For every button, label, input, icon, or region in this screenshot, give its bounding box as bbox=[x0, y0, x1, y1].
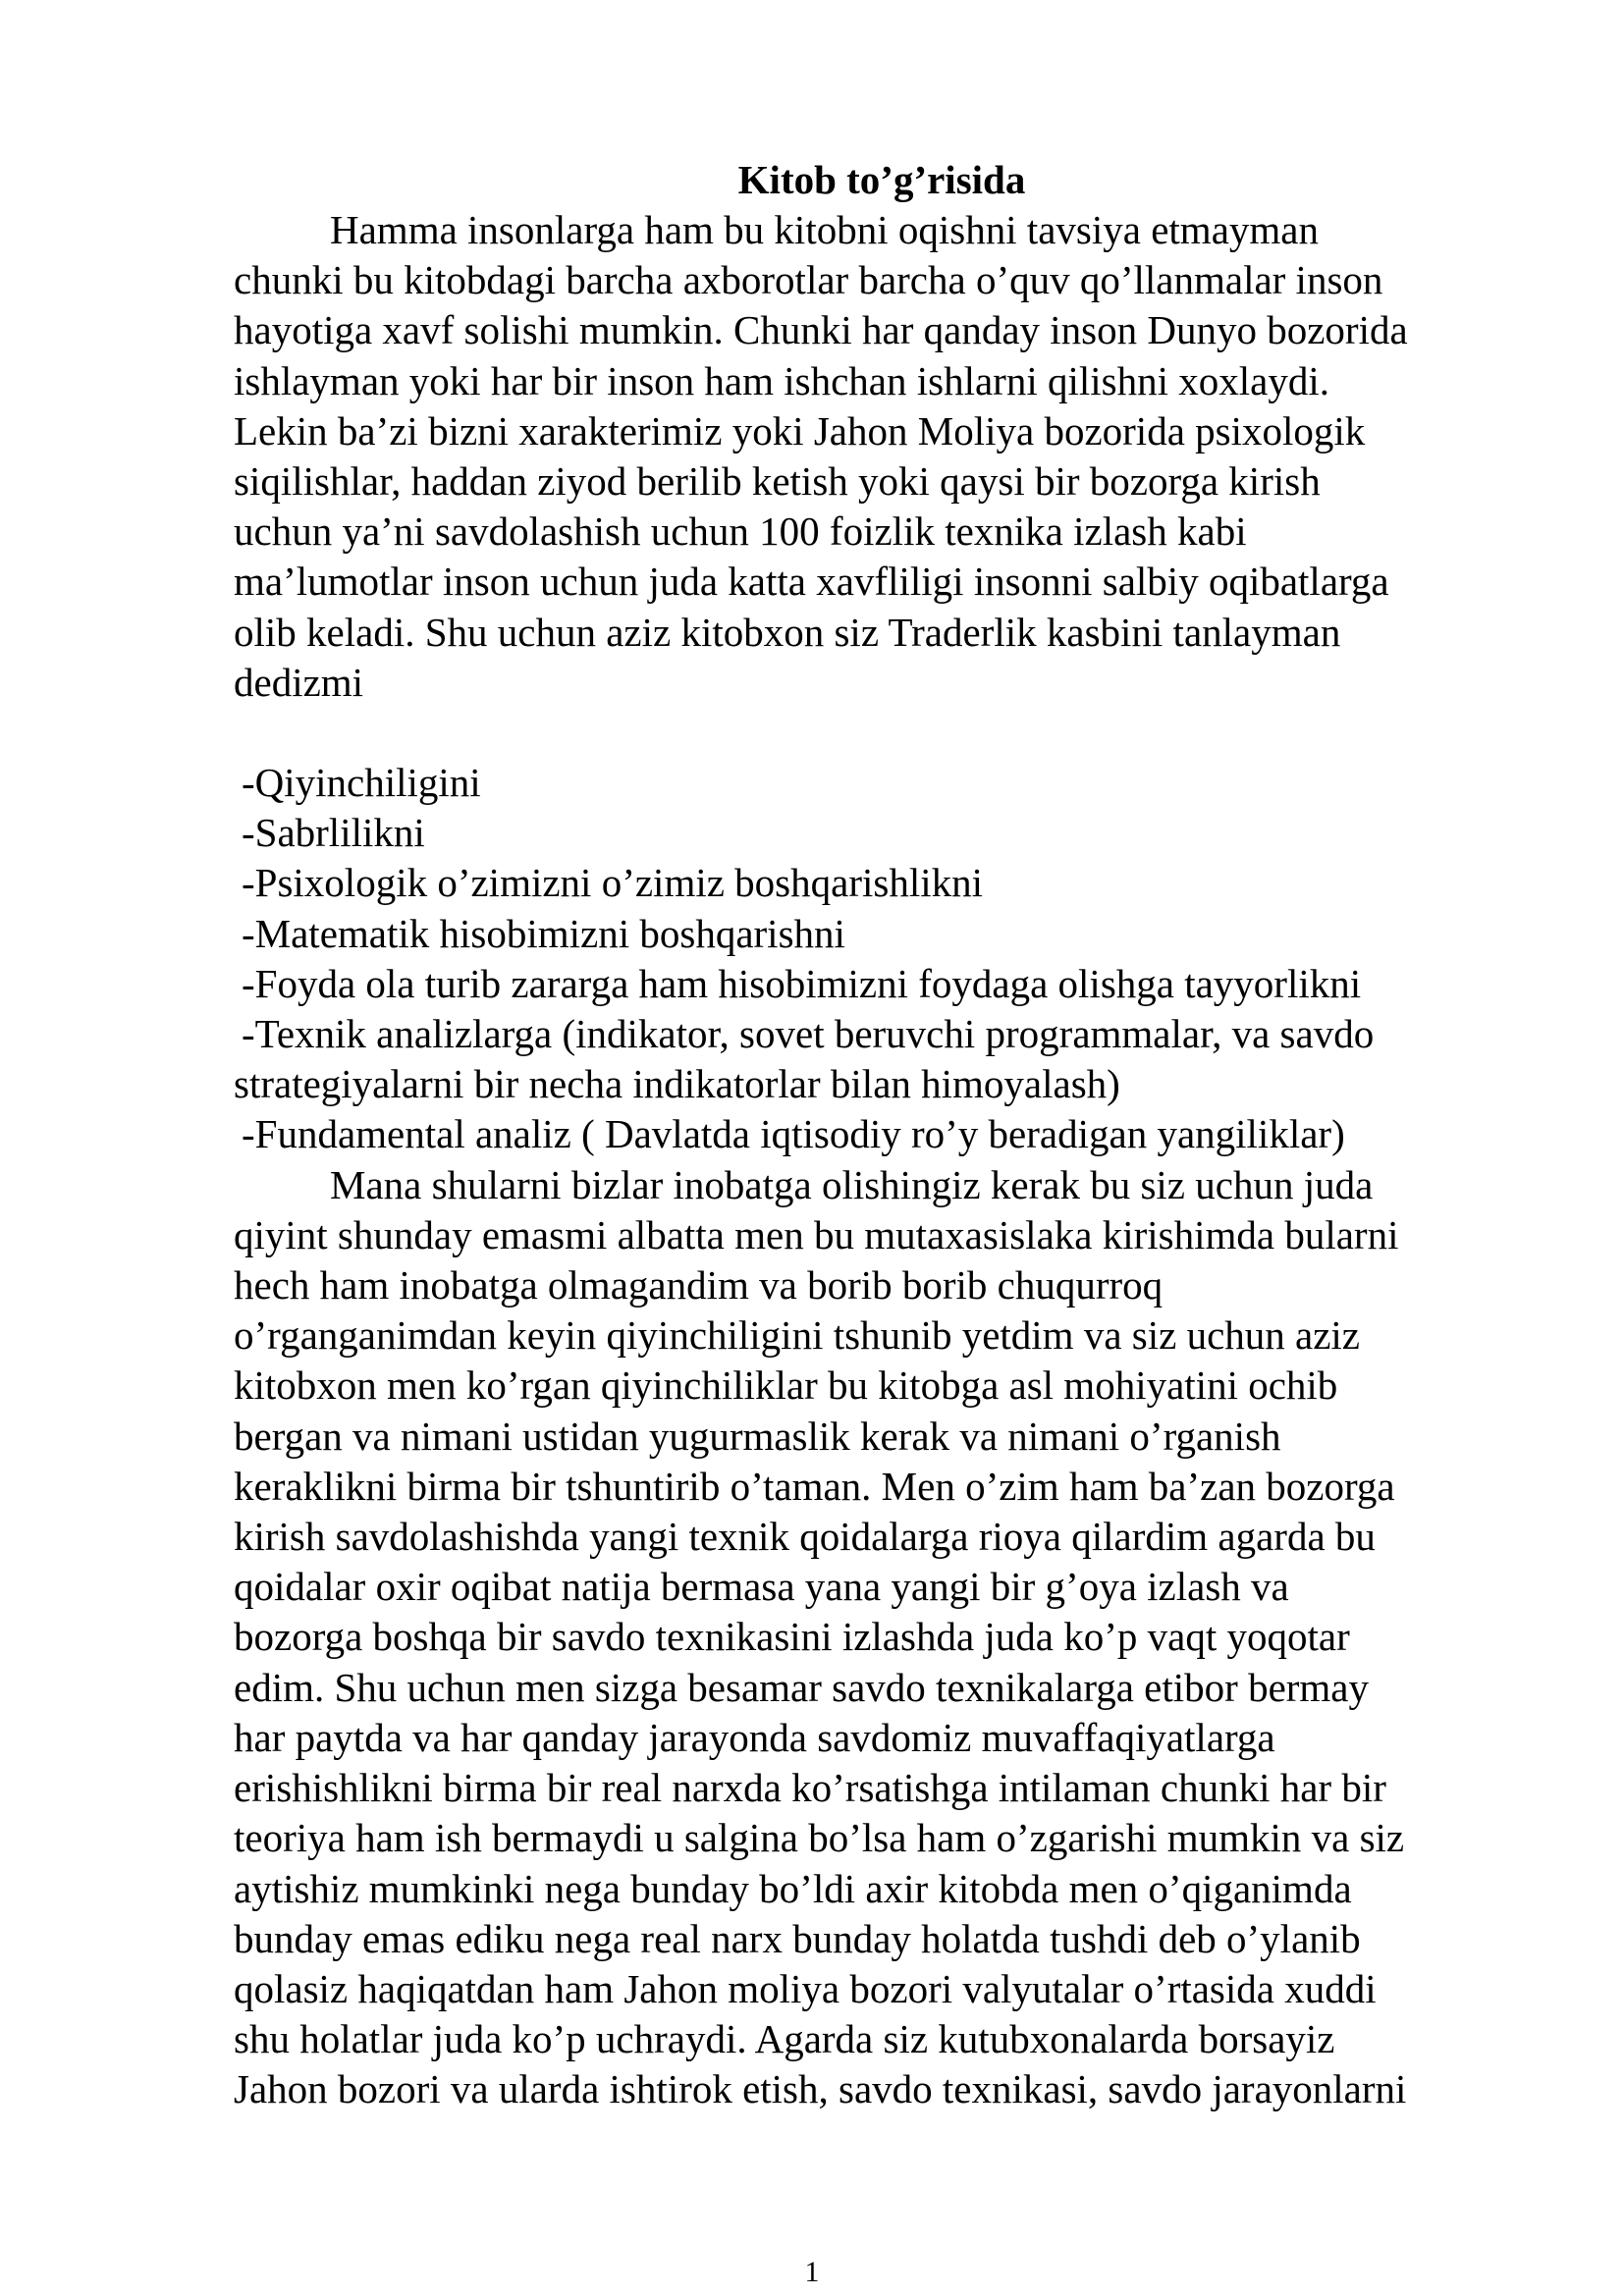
paragraph-gap bbox=[234, 708, 1510, 758]
intro-line: dedizmi bbox=[234, 659, 364, 705]
intro-line: ishlayman yoki har bir inson ham ishchan ishlarni qilishni xoxlaydi. bbox=[234, 357, 1329, 403]
body-line: bunday emas ediku nega real narx bunday holatda tushdi deb o’ylanib bbox=[234, 1915, 1361, 1961]
intro-line: hayotiga xavf solishi mumkin. Chunki har qanday inson Dunyo bozorida bbox=[234, 307, 1408, 353]
body-line: erishishlikni birma bir real narxda ko’rsatishga intilaman chunki har bir bbox=[234, 1765, 1386, 1811]
body-line: qiyint shunday emasmi albatta men bu mutaxasislaka kirishimda bularni bbox=[234, 1211, 1399, 1257]
body-line: kirish savdolashishda yangi texnik qoidalarga rioya qilardim agarda bu bbox=[234, 1514, 1376, 1560]
intro-line: chunki bu kitobdagi barcha axborotlar barcha o’quv qo’llanmalar inson bbox=[234, 257, 1383, 303]
list-item: -Matematik hisobimizni boshqarishni bbox=[242, 910, 845, 956]
list-item-continuation: strategiyalarni bir necha indikatorlar bilan himoyalash) bbox=[234, 1061, 1120, 1107]
requirements-list bbox=[234, 758, 1510, 1160]
intro-line: ma’lumotlar inson uchun juda katta xavfliligi insonni salbiy oqibatlarga bbox=[234, 559, 1389, 605]
body-line: bergan va nimani ustidan yugurmaslik kerak va nimani o’rganish bbox=[234, 1413, 1281, 1459]
page-title: Kitob to’g’risida bbox=[737, 157, 1026, 202]
body-line: shu holatlar juda ko’p uchraydi. Agarda siz kutubxonalarda borsayiz bbox=[234, 2016, 1335, 2062]
list-item: -Foyda ola turib zararga ham hisobimizni foydaga olishga tayyorlikni bbox=[242, 960, 1362, 1006]
list-item: -Fundamental analiz ( Davlatda iqtisodiy ro’y beradigan yangiliklar) bbox=[242, 1111, 1345, 1157]
body-line: edim. Shu uchun men sizga besamar savdo texnikalarga etibor bermay bbox=[234, 1664, 1370, 1710]
intro-line: olib keladi. Shu uchun aziz kitobxon siz Traderlik kasbini tanlayman bbox=[234, 609, 1341, 655]
body-line: teoriya ham ish bermaydi u salgina bo’lsa ham o’zgarishi mumkin va siz bbox=[234, 1815, 1405, 1861]
body-line: qolasiz haqiqatdan ham Jahon moliya bozori valyutalar o’rtasida xuddi bbox=[234, 1965, 1377, 2011]
body-line: Jahon bozori va ularda ishtirok etish, savdo texnikasi, savdo jarayonlarni bbox=[234, 2066, 1407, 2112]
body-paragraph bbox=[234, 1160, 1510, 2115]
body-line: keraklikni birma bir tshuntirib o’taman. Men o’zim ham ba’zan bozorga bbox=[234, 1463, 1395, 1509]
body-line: aytishiz mumkinki nega bunday bo’ldi axir kitobda men o’qiganimda bbox=[234, 1865, 1352, 1911]
page-number: 1 bbox=[804, 2256, 820, 2288]
list-item: -Qiyinchiligini bbox=[242, 760, 481, 806]
body-line: Mana shularni bizlar inobatga olishingiz kerak bu siz uchun juda bbox=[330, 1161, 1374, 1207]
body-line: qoidalar oxir oqibat natija bermasa yana yangi bir g’oya izlash va bbox=[234, 1564, 1289, 1610]
body-line: o’rganganimdan keyin qiyinchiligini tshunib yetdim va siz uchun aziz bbox=[234, 1312, 1360, 1359]
list-item: -Texnik analizlarga (indikator, sovet beruvchi programmalar, va savdo bbox=[242, 1011, 1375, 1057]
page-content bbox=[234, 155, 1510, 2115]
body-line: har paytda va har qanday jarayonda savdomiz muvaffaqiyatlarga bbox=[234, 1714, 1275, 1760]
body-line: kitobxon men ko’rgan qiyinchiliklar bu kitobga asl mohiyatini ochib bbox=[234, 1362, 1338, 1409]
list-item: -Psixologik o’zimizni o’zimiz boshqarishlikni bbox=[242, 860, 983, 906]
body-line: hech ham inobatga olmagandim va borib borib chuqurroq bbox=[234, 1262, 1164, 1308]
body-line: bozorga boshqa bir savdo texnikasini izlashda juda ko’p vaqt yoqotar bbox=[234, 1614, 1350, 1660]
list-item: -Sabrlilikni bbox=[242, 810, 425, 856]
intro-line: Hamma insonlarga ham bu kitobni oqishni tavsiya etmayman bbox=[330, 207, 1319, 252]
intro-line: uchun ya’ni savdolashish uchun 100 foizlik texnika izlash kabi bbox=[234, 508, 1247, 555]
intro-paragraph bbox=[234, 205, 1510, 708]
intro-line: siqilishlar, haddan ziyod berilib ketish yoki qaysi bir bozorga kirish bbox=[234, 458, 1321, 505]
intro-line: Lekin ba’zi bizni xarakterimiz yoki Jahon Moliya bozorida psixologik bbox=[234, 407, 1366, 454]
